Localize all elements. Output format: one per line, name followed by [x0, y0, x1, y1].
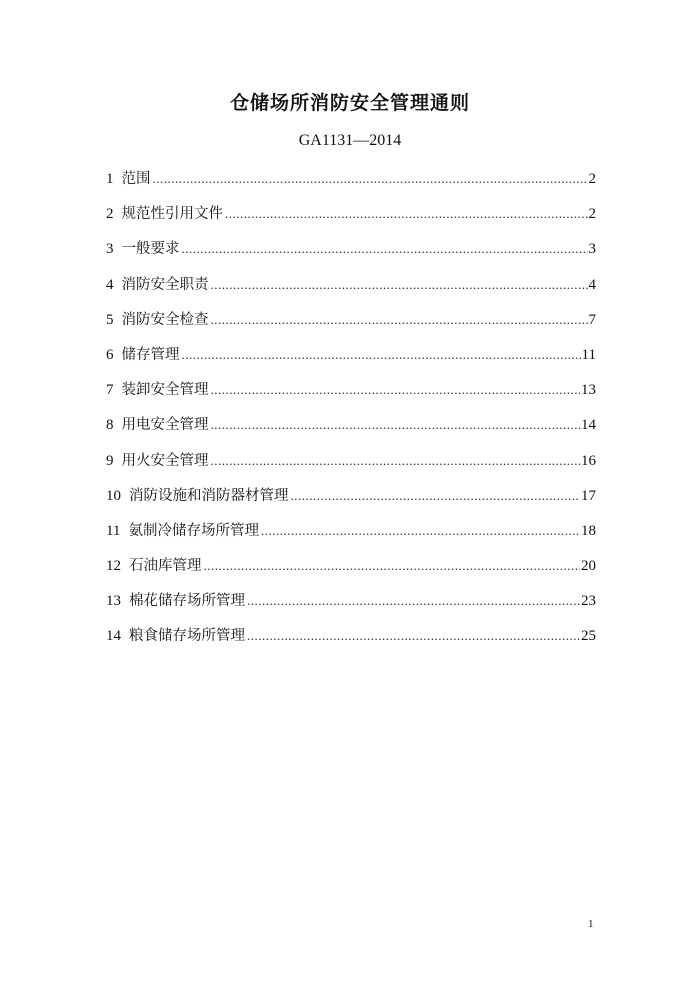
toc-entry-label: 消防设施和消防器材管理	[129, 487, 289, 504]
toc-dot-leader	[211, 379, 581, 401]
toc-entry-label: 消防安全检查	[121, 311, 209, 328]
toc-dot-leader	[153, 168, 588, 190]
toc-dot-leader	[211, 450, 581, 472]
toc-entry-label: 储存管理	[121, 346, 180, 363]
toc-entry-number: 11	[106, 522, 121, 539]
toc-entry-page: 4	[588, 276, 596, 293]
toc-entry-page: 20	[581, 558, 596, 575]
toc-entry-label: 规范性引用文件	[121, 206, 223, 223]
toc-entry-page: 2	[588, 206, 596, 223]
toc-entry-page: 13	[581, 382, 596, 399]
toc-entry-page: 3	[588, 241, 596, 258]
toc-entry-label: 装卸安全管理	[121, 382, 209, 399]
toc-entry[interactable]	[106, 555, 596, 590]
toc-entry-label: 石油库管理	[129, 558, 202, 575]
toc-entry[interactable]	[106, 274, 596, 309]
toc-entry[interactable]	[106, 238, 596, 273]
toc-entry[interactable]	[106, 379, 596, 414]
toc-entry[interactable]	[106, 168, 596, 203]
toc-dot-leader	[225, 203, 588, 225]
toc-entry[interactable]	[106, 344, 596, 379]
toc-entry-number: 14	[106, 628, 121, 645]
toc-dot-leader	[211, 274, 588, 296]
toc-dot-leader	[247, 625, 580, 647]
toc-dot-leader	[247, 590, 580, 612]
toc-entry[interactable]	[106, 414, 596, 449]
toc-entry-number: 6	[106, 346, 114, 363]
toc-dot-leader	[291, 485, 581, 507]
toc-entry-page: 14	[581, 417, 596, 434]
toc-entry-page: 17	[581, 487, 596, 504]
toc-entry-label: 一般要求	[121, 241, 180, 258]
toc-entry[interactable]	[106, 590, 596, 625]
toc-entry[interactable]	[106, 485, 596, 520]
toc-entry-label: 用电安全管理	[121, 417, 209, 434]
table-of-contents	[106, 168, 596, 661]
toc-entry-number: 12	[106, 558, 121, 575]
toc-entry-number: 5	[106, 311, 114, 328]
toc-entry-page: 7	[588, 311, 596, 328]
toc-dot-leader	[211, 414, 581, 436]
page-number: 1	[588, 918, 594, 930]
toc-entry[interactable]	[106, 520, 596, 555]
toc-entry-label: 范围	[121, 171, 151, 187]
toc-entry[interactable]	[106, 309, 596, 344]
toc-entry-number: 2	[106, 206, 114, 223]
toc-dot-leader	[204, 555, 581, 577]
toc-entry[interactable]	[106, 625, 596, 660]
toc-entry-label: 棉花储存场所管理	[129, 593, 245, 610]
toc-entry[interactable]	[106, 203, 596, 238]
toc-entry-page: 23	[581, 593, 596, 610]
toc-dot-leader	[261, 520, 580, 542]
standard-code: GA1131—2014	[298, 132, 402, 149]
toc-entry-number: 9	[106, 452, 114, 469]
toc-entry-number: 10	[106, 487, 121, 504]
toc-entry-page: 11	[581, 346, 596, 363]
toc-entry-number: 1	[106, 171, 114, 187]
toc-entry-label: 用火安全管理	[121, 452, 209, 469]
toc-entry-page: 18	[581, 522, 596, 539]
toc-entry[interactable]	[106, 450, 596, 485]
toc-entry-label: 氨制冷储存场所管理	[128, 522, 259, 539]
toc-entry-page: 25	[581, 628, 596, 645]
toc-dot-leader	[211, 309, 588, 331]
toc-dot-leader	[182, 238, 588, 260]
toc-entry-page: 2	[588, 171, 596, 187]
toc-entry-label: 粮食储存场所管理	[129, 628, 245, 645]
document-title: 仓储场所消防安全管理通则	[229, 92, 470, 114]
toc-dot-leader	[182, 344, 581, 366]
toc-entry-number: 3	[106, 241, 114, 258]
toc-entry-number: 13	[106, 593, 121, 610]
toc-entry-number: 8	[106, 417, 114, 434]
toc-entry-label: 消防安全职责	[121, 276, 209, 293]
toc-entry-number: 7	[106, 382, 114, 399]
toc-entry-page: 16	[581, 452, 596, 469]
toc-entry-number: 4	[106, 276, 114, 293]
